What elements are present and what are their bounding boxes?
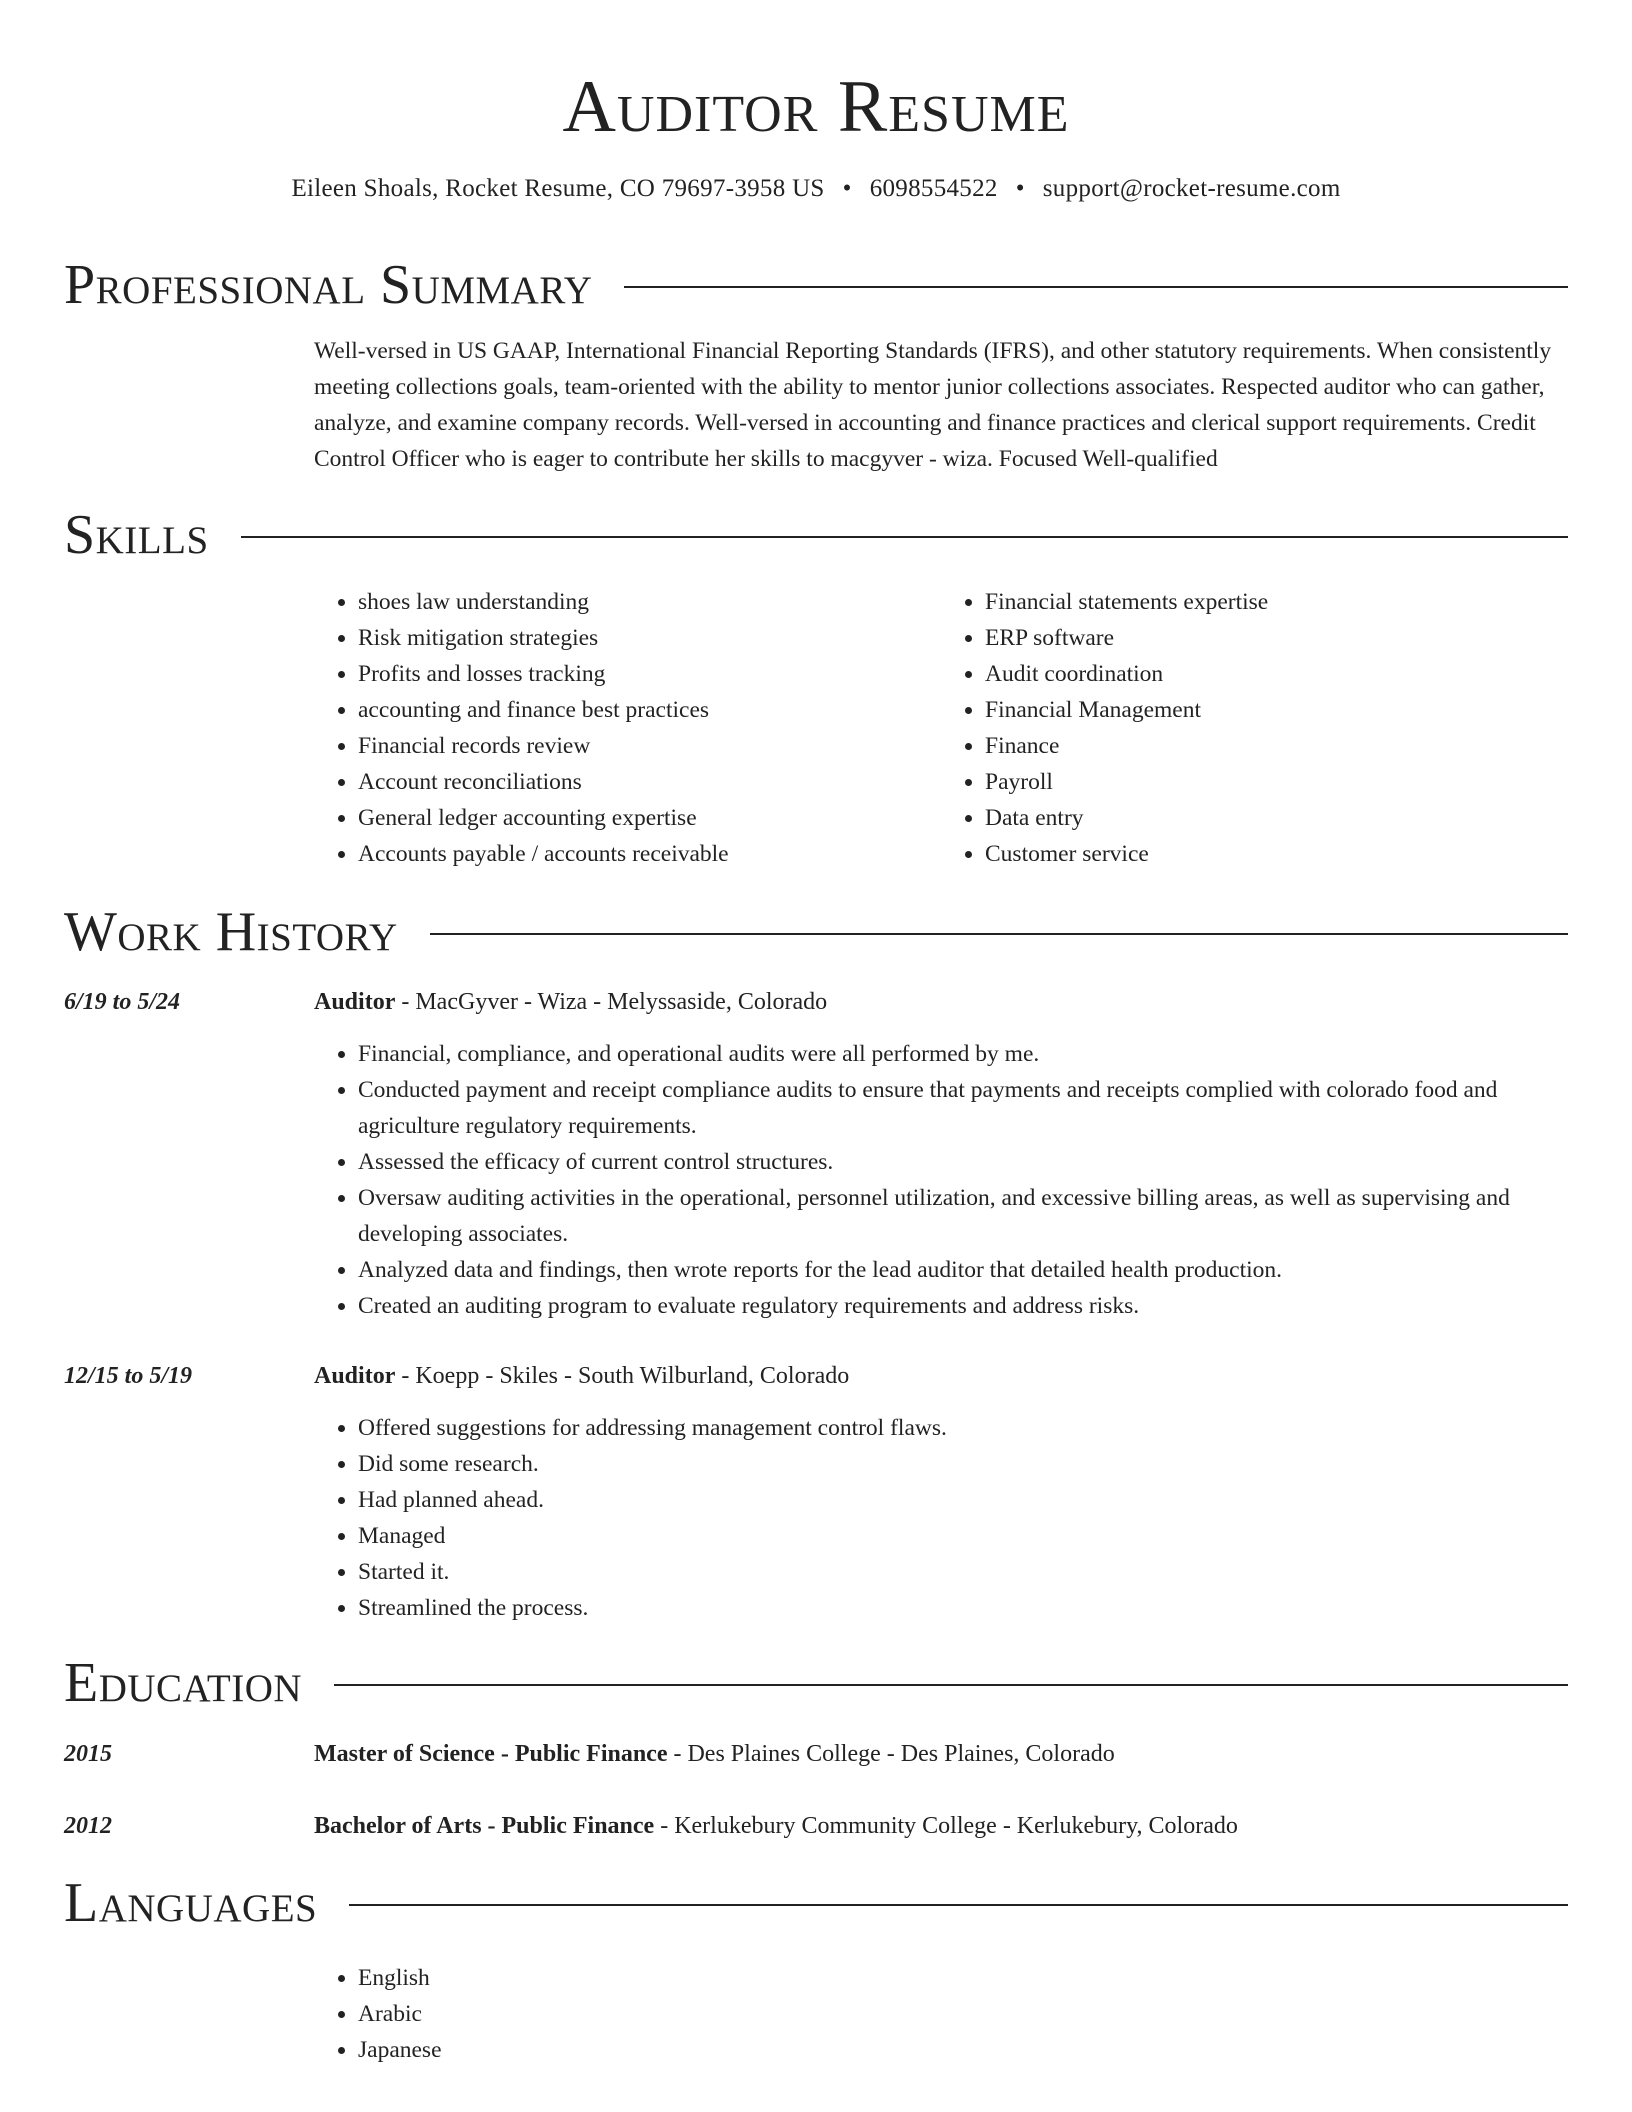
- skill-item: • Profits and losses tracking: [358, 656, 941, 692]
- job-entry: [314, 984, 1568, 1324]
- skill-item: • ERP software: [985, 620, 1568, 656]
- skill-item: • Finance: [985, 728, 1568, 764]
- skill-item: • General ledger accounting expertise: [358, 800, 941, 836]
- education-heading: Education: [64, 1652, 303, 1714]
- duty-item: • Assessed the efficacy of current control structures.: [358, 1144, 1568, 1180]
- languages-section-header: [64, 1868, 1568, 1938]
- duty-item: • Streamlined the process.: [358, 1590, 1568, 1626]
- resume-title: Auditor Resume: [562, 66, 1070, 148]
- contact-address: Eileen Shoals, Rocket Resume, CO 79697-3958 US: [291, 175, 825, 202]
- education-year: 2015: [64, 1741, 112, 1767]
- job-dates: 12/15 to 5/19: [64, 1363, 193, 1389]
- summary-text: Well-versed in US GAAP, International Financial Reporting Standards (IFRS), and other statutory requirements. When consistently meeting collections goals, team-oriented with the ability to mentor junior collections associates. Respected auditor who can gather, analyze, and examine company records. Well-versed in accounting and finance practices and clerical support requirements. Credit Control Officer who is eager to contribute her skills to macgyver - wiza. Focused Well-qualified: [314, 338, 1552, 472]
- language-item: • Arabic: [358, 1996, 1568, 2032]
- skill-item: • Customer service: [985, 836, 1568, 872]
- job-dates: 6/19 to 5/24: [64, 989, 181, 1015]
- section-divider: [241, 536, 1568, 538]
- duty-item: • Created an auditing program to evaluate regulatory requirements and address risks.: [358, 1288, 1568, 1324]
- section-divider: [624, 286, 1568, 288]
- duty-item: • Had planned ahead.: [358, 1482, 1568, 1518]
- job-details: - MacGyver - Wiza - Melyssaside, Colorado: [395, 989, 828, 1015]
- job-title: Auditor: [314, 1363, 396, 1389]
- skill-item: • Data entry: [985, 800, 1568, 836]
- job-title: Auditor: [314, 989, 396, 1015]
- school-details: - Des Plaines College - Des Plaines, Colorado: [667, 1741, 1115, 1767]
- skill-item: • Payroll: [985, 764, 1568, 800]
- skill-item: • Financial Management: [985, 692, 1568, 728]
- job-heading: [314, 984, 1568, 1020]
- job-entry: [314, 1358, 1568, 1626]
- education-entry: [314, 1736, 1568, 1772]
- skills-content: [314, 584, 1568, 872]
- contact-separator: •: [842, 175, 852, 202]
- language-item: • Japanese: [358, 2032, 1568, 2068]
- job-heading: [314, 1358, 1568, 1394]
- education-year: 2012: [64, 1813, 112, 1839]
- languages-heading: Languages: [64, 1872, 318, 1934]
- skill-item: • Financial statements expertise: [985, 584, 1568, 620]
- job-details: - Koepp - Skiles - South Wilburland, Colorado: [395, 1363, 850, 1389]
- duty-item: • Conducted payment and receipt compliance audits to ensure that payments and receipts complied with colorado food and agriculture regulatory requirements.: [358, 1072, 1568, 1144]
- duty-item: • Managed: [358, 1518, 1568, 1554]
- summary-heading: Professional Summary: [64, 254, 593, 316]
- job-duties: [314, 1036, 1568, 1324]
- skill-item: • Risk mitigation strategies: [358, 620, 941, 656]
- duty-item: • Did some research.: [358, 1446, 1568, 1482]
- work-heading: Work History: [64, 901, 398, 963]
- section-divider: [334, 1684, 1568, 1686]
- degree-name: Master of Science - Public Finance: [314, 1741, 668, 1767]
- skill-item: • Audit coordination: [985, 656, 1568, 692]
- skills-list-left: [314, 584, 941, 872]
- summary-content: [314, 333, 1568, 477]
- duty-item: • Analyzed data and findings, then wrote reports for the lead auditor that detailed health production.: [358, 1252, 1568, 1288]
- skill-item: • shoes law understanding: [358, 584, 941, 620]
- duty-item: • Offered suggestions for addressing management control flaws.: [358, 1410, 1568, 1446]
- skills-section-header: [64, 500, 1568, 570]
- degree-name: Bachelor of Arts - Public Finance: [314, 1813, 655, 1839]
- section-divider: [349, 1904, 1568, 1906]
- work-section-header: [64, 897, 1568, 967]
- section-divider: [430, 933, 1568, 935]
- summary-section-header: [64, 250, 1568, 320]
- skill-item: • Account reconciliations: [358, 764, 941, 800]
- duty-item: • Started it.: [358, 1554, 1568, 1590]
- languages-content: [314, 1960, 1568, 2068]
- language-item: • English: [358, 1960, 1568, 1996]
- duty-item: • Oversaw auditing activities in the operational, personnel utilization, and excessive billing areas, as well as supervising and developing associates.: [358, 1180, 1568, 1252]
- education-heading-line: [314, 1808, 1568, 1844]
- contact-line: [64, 172, 1568, 206]
- education-heading-line: [314, 1736, 1568, 1772]
- education-entry: [314, 1808, 1568, 1844]
- school-details: - Kerlukebury Community College - Kerlukebury, Colorado: [654, 1813, 1238, 1839]
- duty-item: • Financial, compliance, and operational audits were all performed by me.: [358, 1036, 1568, 1072]
- skills-heading: Skills: [64, 504, 209, 566]
- contact-phone: 6098554522: [869, 175, 998, 202]
- languages-list: [314, 1960, 1568, 2068]
- contact-email: support@rocket-resume.com: [1042, 175, 1341, 202]
- education-section-header: [64, 1648, 1568, 1718]
- skill-item: • accounting and finance best practices: [358, 692, 941, 728]
- job-duties: [314, 1410, 1568, 1626]
- skills-list-right: [941, 584, 1568, 872]
- skill-item: • Financial records review: [358, 728, 941, 764]
- skill-item: • Accounts payable / accounts receivable: [358, 836, 941, 872]
- contact-separator: •: [1015, 175, 1025, 202]
